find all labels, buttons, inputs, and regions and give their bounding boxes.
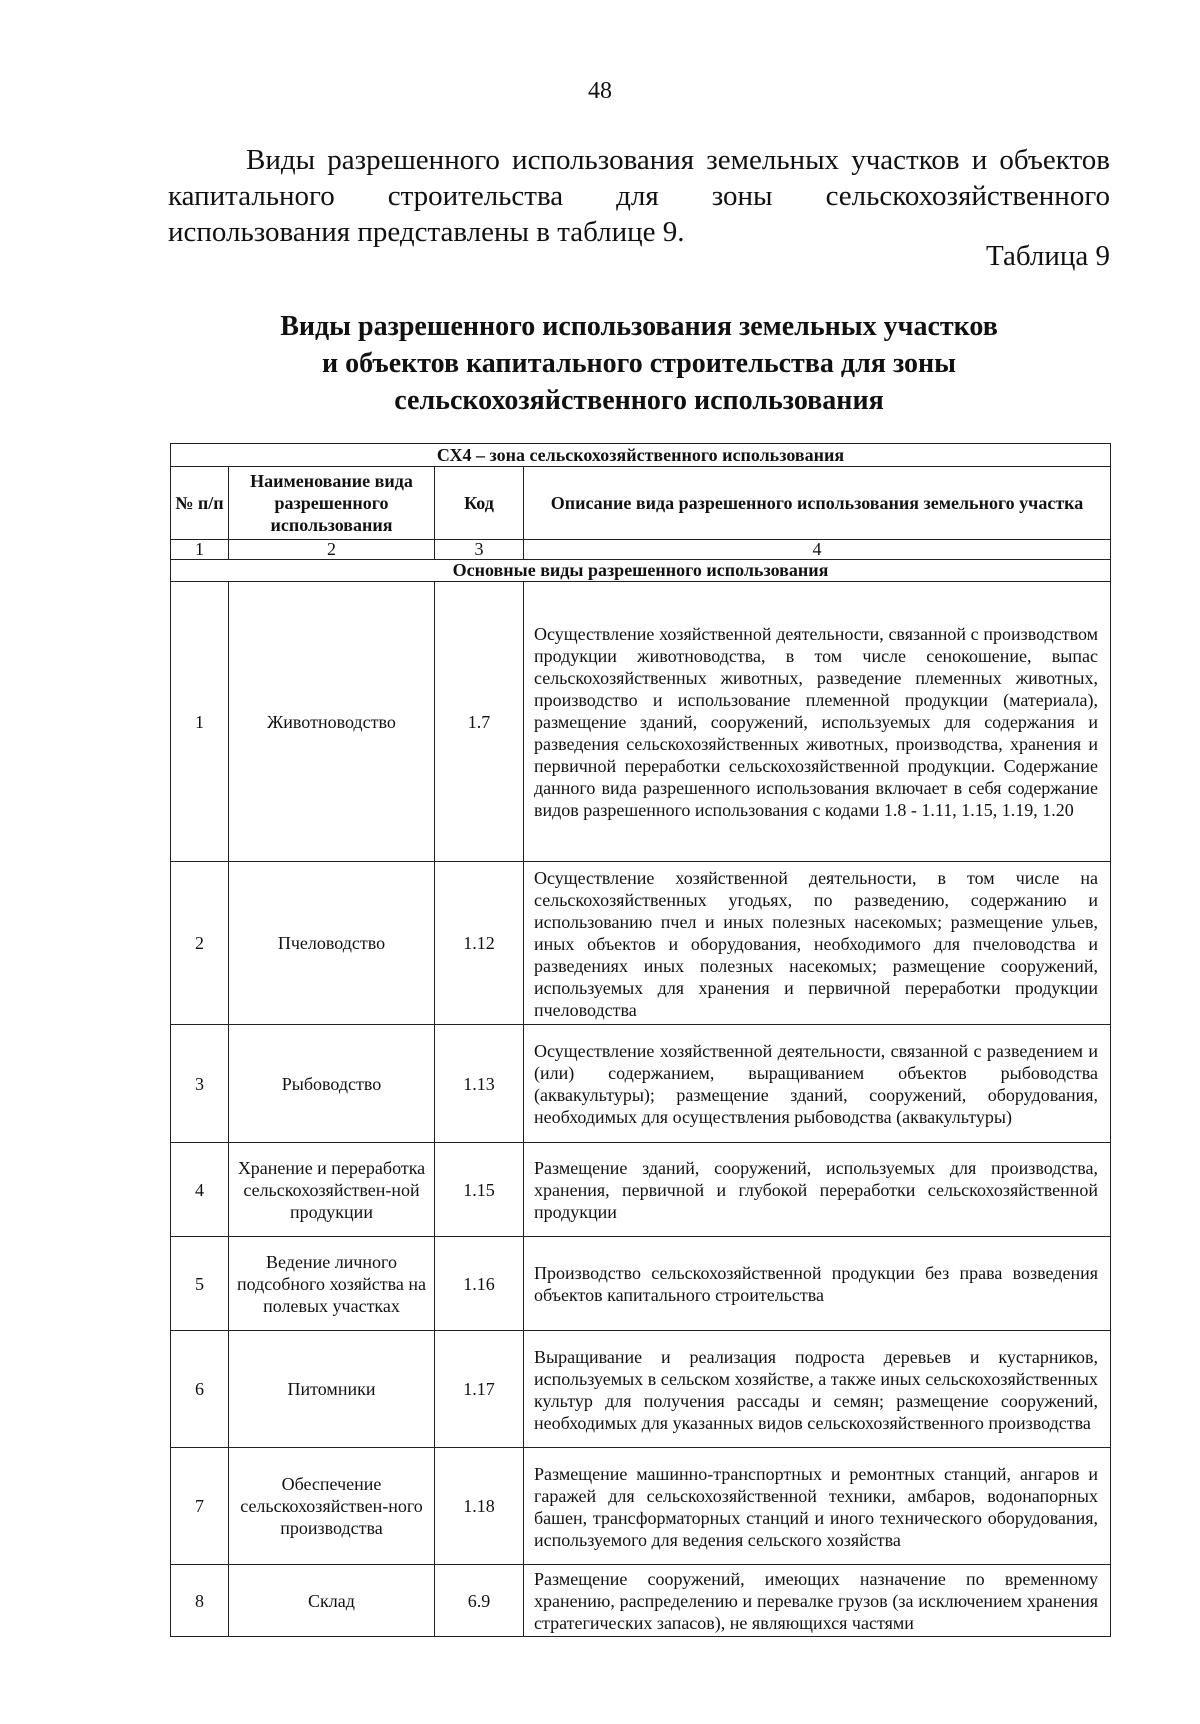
column-numbers-row bbox=[171, 540, 1111, 560]
column-number: 2 bbox=[229, 540, 435, 560]
table-title-line-2: и объектов капитального строительства для зоны bbox=[321, 348, 957, 379]
row-name: Хранение и переработка сельскохозяйствен-ной продукции bbox=[229, 1143, 435, 1237]
row-name: Ведение личного подсобного хозяйства на полевых участках bbox=[229, 1237, 435, 1331]
row-desc: Осуществление хозяйственной деятельности, связанной с разведением и (или) содержанием, выращиванием объектов рыбоводства (аквакультуры); размещение зданий, сооружений, оборудования, необходимых для осуществления рыбоводства (аквакультуры) bbox=[524, 1025, 1111, 1143]
page-number: 48 bbox=[588, 78, 612, 104]
table-row bbox=[171, 1025, 1111, 1143]
header-num: № п/п bbox=[171, 467, 229, 540]
table-row bbox=[171, 1565, 1111, 1637]
table-row bbox=[171, 862, 1111, 1025]
row-name: Питомники bbox=[229, 1331, 435, 1448]
row-code: 1.13 bbox=[435, 1025, 524, 1143]
header-desc: Описание вида разрешенного использования земельного участка bbox=[524, 467, 1111, 540]
section-row bbox=[171, 560, 1111, 582]
row-name: Склад bbox=[229, 1565, 435, 1637]
section-title: Основные виды разрешенного использования bbox=[171, 560, 1111, 582]
table-title-line-3: сельскохозяйственного использования bbox=[394, 385, 884, 416]
row-code: 1.17 bbox=[435, 1331, 524, 1448]
intro-text: Виды разрешенного использования земельных участков и объектов капитального строительства для зоны сельскохозяйственного использования представлены в таблице 9. bbox=[168, 144, 1110, 248]
column-number: 1 bbox=[171, 540, 229, 560]
table-title-line-1: Виды разрешенного использования земельных участков bbox=[280, 311, 998, 342]
row-code: 6.9 bbox=[435, 1565, 524, 1637]
row-num: 4 bbox=[171, 1143, 229, 1237]
land-use-table bbox=[170, 443, 1111, 1637]
table-row bbox=[171, 1237, 1111, 1331]
row-code: 1.15 bbox=[435, 1143, 524, 1237]
row-code: 1.12 bbox=[435, 862, 524, 1025]
row-name: Пчеловодство bbox=[229, 862, 435, 1025]
row-num: 7 bbox=[171, 1448, 229, 1565]
row-code: 1.16 bbox=[435, 1237, 524, 1331]
row-name: Рыбоводство bbox=[229, 1025, 435, 1143]
row-num: 6 bbox=[171, 1331, 229, 1448]
table-title bbox=[168, 308, 1110, 419]
header-row bbox=[171, 467, 1111, 540]
zone-title-row bbox=[171, 444, 1111, 467]
row-desc: Выращивание и реализация подроста деревьев и кустарников, используемых в сельском хозяйстве, а также иных сельскохозяйственных культур для получения рассады и семян; размещение сооружений, необходимых для указанных видов сельскохозяйственного производства bbox=[524, 1331, 1111, 1448]
row-num: 2 bbox=[171, 862, 229, 1025]
table-row bbox=[171, 1143, 1111, 1237]
row-desc: Осуществление хозяйственной деятельности, в том числе на сельскохозяйственных угодьях, по разведению, содержанию и использованию пчел и иных полезных насекомых; размещение ульев, иных объектов и оборудования, необходимого для пчеловодства и разведениях иных полезных насекомых; размещение сооружений, используемых для хранения и первичной переработки продукции пчеловодства bbox=[524, 862, 1111, 1025]
row-name: Обеспечение сельскохозяйствен-ного производства bbox=[229, 1448, 435, 1565]
column-number: 3 bbox=[435, 540, 524, 560]
zone-title: СХ4 – зона сельскохозяйственного использования bbox=[171, 444, 1111, 467]
row-code: 1.18 bbox=[435, 1448, 524, 1565]
row-desc: Размещение зданий, сооружений, используемых для производства, хранения, первичной и глубокой переработки сельскохозяйственной продукции bbox=[524, 1143, 1111, 1237]
row-num: 8 bbox=[171, 1565, 229, 1637]
header-name: Наименование вида разрешенного использования bbox=[229, 467, 435, 540]
row-desc: Производство сельскохозяйственной продукции без права возведения объектов капитального строительства bbox=[524, 1237, 1111, 1331]
row-num: 5 bbox=[171, 1237, 229, 1331]
row-desc: Размещение машинно-транспортных и ремонтных станций, ангаров и гаражей для сельскохозяйственной техники, амбаров, водонапорных башен, трансформаторных станций и иного технического оборудования, используемого для ведения сельского хозяйства bbox=[524, 1448, 1111, 1565]
table-row bbox=[171, 582, 1111, 862]
column-number: 4 bbox=[524, 540, 1111, 560]
row-num: 1 bbox=[171, 582, 229, 862]
row-desc: Осуществление хозяйственной деятельности, связанной с производством продукции животноводства, в том числе сенокошение, выпас сельскохозяйственных животных, разведение племенных животных, производство и использование племенной продукции (материала), размещение зданий, сооружений, используемых для содержания и разведения сельскохозяйственных животных, производства, хранения и первичной переработки сельскохозяйственной продукции. Содержание данного вида разрешенного использования включает в себя содержание видов разрешенного использования с кодами 1.8 - 1.11, 1.15, 1.19, 1.20 bbox=[524, 582, 1111, 862]
header-code: Код bbox=[435, 467, 524, 540]
intro-paragraph bbox=[168, 142, 1110, 250]
row-code: 1.7 bbox=[435, 582, 524, 862]
table-row bbox=[171, 1448, 1111, 1565]
row-num: 3 bbox=[171, 1025, 229, 1143]
table-label: Таблица 9 bbox=[985, 240, 1110, 272]
table-row bbox=[171, 1331, 1111, 1448]
row-name: Животноводство bbox=[229, 582, 435, 862]
row-desc: Размещение сооружений, имеющих назначение по временному хранению, распределению и перевалке грузов (за исключением хранения стратегических запасов), не являющихся частями bbox=[524, 1565, 1111, 1637]
